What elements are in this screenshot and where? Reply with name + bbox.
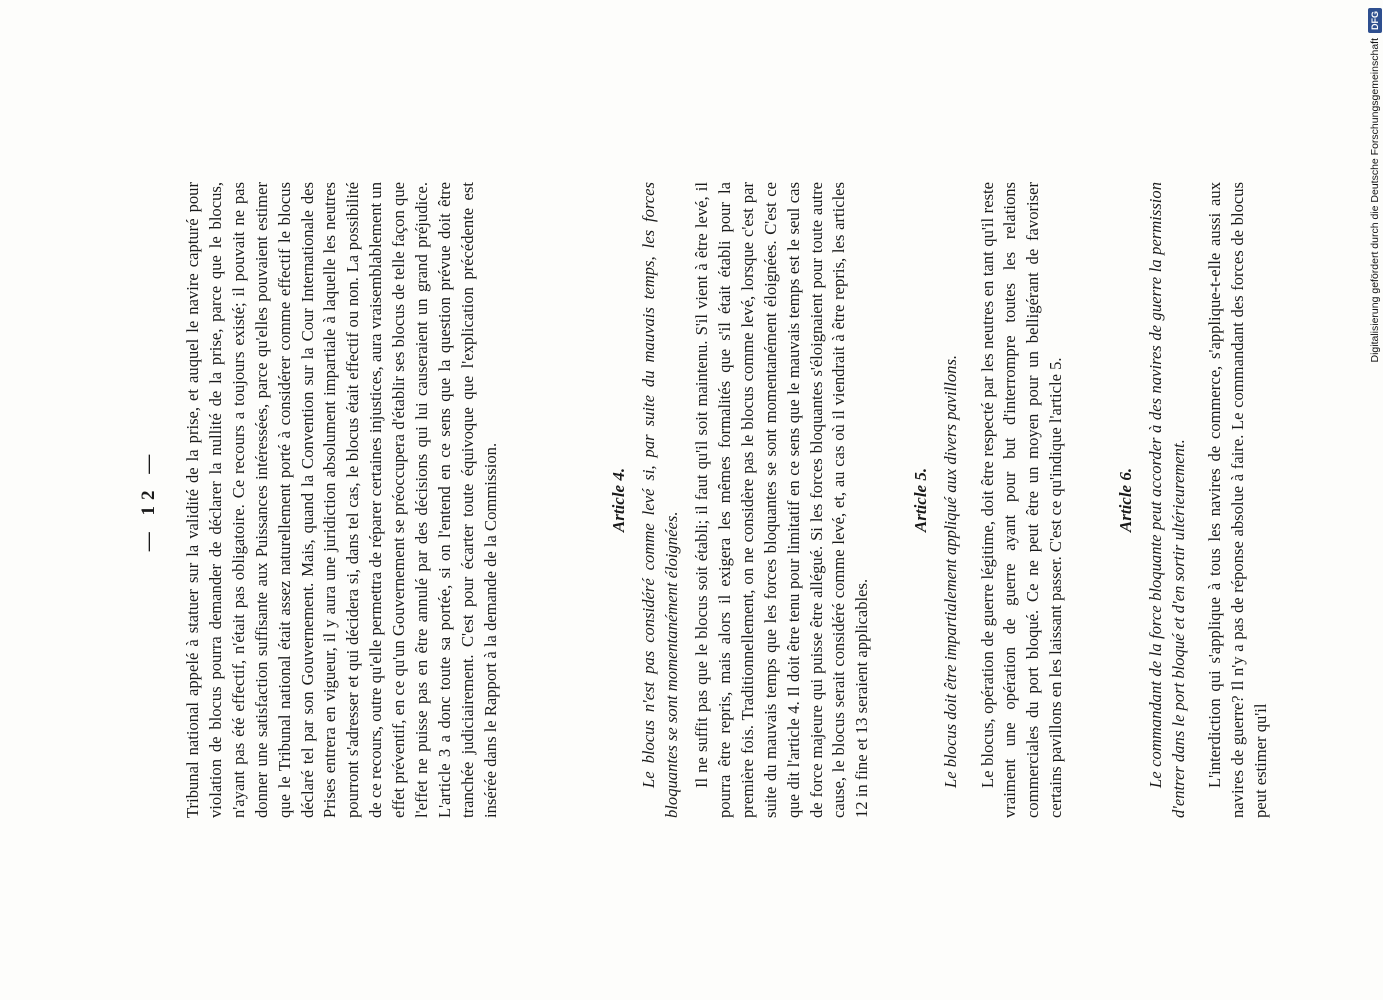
article-5-summary: Le blocus doit être impartialement appliqué aux divers pavillons.	[941, 354, 960, 788]
article-6-summary: Le commandant de la force bloquante peut accorder à des navires de guerre la permission d'entrer dans le port bloqué et d'en sortir ultérieurement.	[1146, 182, 1188, 818]
article-4-summary: Le blocus n'est pas considéré comme levé si, par suite du mauvais temps, les forces bloquantes se sont momentanément éloignées.	[639, 182, 681, 818]
article-6-body: L'interdiction qui s'applique à tous les navires de commerce, s'applique-t-elle aussi aux navires de guerre? Il n'y a pas de réponse absolue à faire. Le commandant des forces de blocus peut estimer qu'il	[1205, 182, 1270, 818]
article-5-title: Article 5.	[911, 467, 930, 533]
article-4-body: Il ne suffit pas que le blocus soit établi; il faut qu'il soit maintenu. S'il vient à être levé, il pourra être repris, mais alors il exigera les mêmes formalités que s'il était établi pour la première fois. Traditionnellement, on ne considère pas le blocus comme levé, lorsque c'est par suite du mauvais temps que les forces bloquantes se sont momentanément éloignées. C'est ce que dit l'article 4. Il doit être tenu pour limitatif en ce sens que le mauvais temps est le seul cas de force majeure qui puisse être allégué. Si les forces bloquantes s'éloignaient pour toute autre cause, le blocus serait considéré comme levé, et, au cas où il viendrait à être repris, les articles 12 in fine et 13 seraient applicables.	[692, 182, 872, 818]
article-6-title: Article 6.	[1116, 467, 1135, 533]
intro-paragraph: Tribunal national appelé à statuer sur la validité de la prise, et auquel le navire capturé pour violation de blocus pourra demander de déclarer la nullité de la prise, parce que le blocus, n'ayant pas été effectif, n'était pas obligatoire. Ce recours a toujours existé; il pouvait ne pas donner une satisfaction suffisante aux Puissances intéressées, parce qu'elles pouvaient estimer que le Tribunal national était assez naturellement porté à considérer comme effectif le blocus déclaré tel par son Gouvernement. Mais, quand la Convention sur la Cour Internationale des Prises entrera en vigueur, il y aura une juridiction absolument impartiale à laquelle les neutres pourront s'adresser et qui décidera si, dans tel cas, le blocus était effectif ou non. La possibilité de ce recours, outre qu'elle permettra de réparer certaines injustices, aura vraisemblablement un effet préventif, en ce qu'un Gouvernement se préoccupera d'établir ses blocus de telle façon que l'effet ne puisse pas en être annulé par des décisions qui lui causeraient un grand préjudice. L'article 3 a donc toute sa portée, si on l'entend en ce sens que la question prévue doit être tranchée judiciairement. C'est pour écarter toute équivoque que l'explication précédente est insérée dans le Rapport à la demande de la Commission.	[183, 182, 500, 818]
dfg-logo: DFG	[1368, 8, 1382, 33]
article-5-section	[910, 182, 1068, 818]
article-5-body: Le blocus, opération de guerre légitime, doit être respecté par les neutres en tant qu'il reste vraiment une opération de guerre ayant pour but d'interrompre toutes les relations commerciales du port bloqué. Ce ne peut être un moyen pour un belligérant de favoriser certains pavillons en les laissant passer. C'est ce qu'indique l'article 5.	[977, 182, 1066, 818]
credit-text: Digitalisierung gefördert durch die Deutsche Forschungsgemeinschaft	[1369, 38, 1381, 363]
intro-section	[182, 182, 503, 818]
digitization-credit	[1366, 8, 1383, 988]
article-4-title: Article 4.	[609, 467, 628, 533]
article-4-section	[608, 182, 874, 818]
page-number: — 12 —	[138, 448, 159, 552]
article-6-section	[1115, 182, 1273, 818]
